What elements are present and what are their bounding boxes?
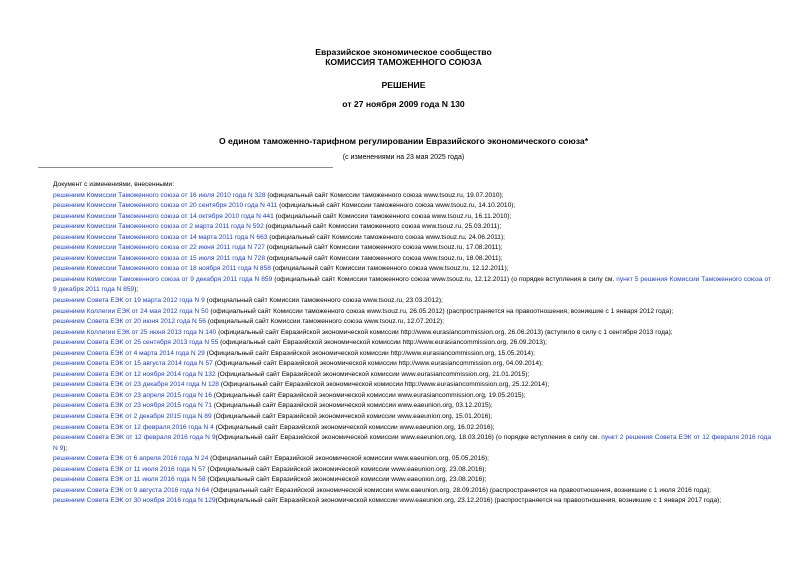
amendment-link[interactable]: решением Комиссии Таможенного союза от 16 июля 2010 года N 328 [53, 191, 266, 199]
amendment-details: (официальный сайт Комиссии таможенного союза www.tsouz.ru, 12.07.2012); [205, 318, 445, 326]
amendment-link[interactable]: решением Коллегии ЕЭК от 25 июня 2013 года N 140 [53, 328, 217, 336]
amendment-item [38, 307, 771, 318]
amendment-item [38, 296, 771, 307]
amendment-details: (официальный сайт Евразийской экономической комиссии http://www.eurasiancommission.org, 26.09.2013); [218, 339, 547, 347]
amendment-item [38, 465, 771, 476]
separator-line [38, 167, 333, 168]
amendment-details: (официальный сайт Комиссии таможенного союза www.tsouz.ru, 19.07.2010); [265, 191, 504, 199]
amendment-details: (Официальный сайт Евразийской экономической комиссии www.eaeunion.org, 23.08.2016); [205, 465, 487, 473]
amendment-item [38, 475, 771, 486]
amendment-item [38, 222, 771, 233]
amendment-details: (официальный сайт Евразийской экономической комиссии http://www.eurasiancommission.org, 26.06.2013) (вступило в силу с 1 сентября 2013 года); [216, 328, 673, 336]
amendment-link[interactable]: решением Комиссии Таможенного союза от 20 сентября 2010 года N 411 [53, 202, 278, 210]
amendment-item [38, 423, 771, 434]
amendment-link[interactable]: решением Совета ЕЭК от 11 июля 2016 года N 58 [53, 476, 206, 484]
edition-note: (с изменениями на 23 мая 2025 года) [342, 154, 465, 161]
amendment-link[interactable]: решением Совета ЕЭК от 2 декабря 2015 года N 89 [53, 413, 212, 421]
amendment-details: (Официальный сайт Евразийской экономической комиссии www.eaeunion.org, 16.02.2016); [213, 423, 495, 431]
amendment-item [38, 233, 771, 244]
amendment-link[interactable]: решением Совета ЕЭК от 23 декабря 2014 года N 128 [53, 381, 219, 389]
amendment-details: (Официальный сайт Евразийской экономической комиссии www.eurasiancommission.org, 19.05.2015); [211, 391, 526, 399]
amendment-effect-link[interactable]: пункт 5 решения Комиссии Таможенного союза от 9 декабря 2011 года N 859 [53, 275, 771, 294]
amendment-item [38, 201, 771, 212]
amendment-details: (Официальный сайт Евразийской экономической комиссии www.eaeunion.org, 23.08.2016); [205, 476, 487, 484]
amendment-item [38, 191, 771, 202]
amendment-item [38, 486, 771, 497]
amendment-item [38, 412, 771, 423]
amendment-item [38, 433, 771, 454]
amendment-item [38, 264, 771, 275]
amendment-details: (официальный сайт Комиссии таможенного союза www.tsouz.ru, 14.10.2010); [277, 202, 516, 210]
amendment-details: (официальный сайт Комиссии таможенного союза www.tsouz.ru, 26.05.2012) (распространяется на правоотношения, возникшие с 1 января 2012 года); [208, 307, 674, 315]
amendment-details: (официальный сайт Комиссии таможенного союза www.tsouz.ru, 25.03.2011); [263, 223, 502, 231]
amendment-item [38, 370, 771, 381]
decision-label: РЕШЕНИЕ [381, 80, 426, 90]
amendment-item [38, 391, 771, 402]
amendment-link[interactable]: решением Комиссии Таможенного союза от 15 июля 2011 года N 728 [53, 254, 265, 262]
amendment-details: (Официальный сайт Евразийской экономической комиссии http://www.eurasiancommission.org, 04.09.2014); [212, 360, 544, 368]
amendment-item [38, 328, 771, 339]
amendment-link[interactable]: решением Совета ЕЭК от 9 августа 2016 года N 64 [53, 486, 210, 494]
amendment-details: (официальный сайт Комиссии таможенного союза www.tsouz.ru, 18.08.2011); [265, 254, 503, 262]
amendment-link[interactable]: решением Совета ЕЭК от 20 июня 2012 года N 56 [53, 318, 206, 326]
amendment-link[interactable]: решением Комиссии Таможенного союза от 22 июня 2011 года N 727 [53, 244, 265, 252]
amendment-item [38, 338, 771, 349]
amendment-item [38, 401, 771, 412]
amendment-item [38, 317, 771, 328]
amendment-link[interactable]: решением Комиссии Таможенного союза от 14 октября 2010 года N 441 [53, 212, 274, 220]
amendment-link[interactable]: решением Совета ЕЭК от 30 ноября 2016 года N 129 [53, 497, 216, 505]
amendments-intro: Документ с изменениями, внесенными: [53, 181, 175, 188]
amendment-link[interactable]: решением Совета ЕЭК от 12 ноября 2014 года N 132 [53, 370, 216, 378]
amendment-details: (Официальный сайт Евразийской экономической комиссии www.eaeunion.org, 03.12.2015); [211, 402, 493, 410]
amendment-link[interactable]: решением Комиссии Таможенного союза от 18 ноября 2011 года N 858 [53, 265, 271, 273]
amendment-details: (Официальный сайт Евразийской экономической комиссии www.eaeunion.org, 28.09.2016) (распространяется на правоотношения, возникшие с 1 июля 2016 года); [209, 486, 711, 494]
amendment-link[interactable]: решением Совета ЕЭК от 4 марта 2014 года N 29 [53, 349, 205, 357]
amendment-link[interactable]: решением Комиссии Таможенного союза от 14 марта 2011 года N 663 [53, 233, 268, 241]
amendment-item [38, 275, 771, 296]
amendment-details: (официальный сайт Комиссии таможенного союза www.tsouz.ru, 12.12.2011); [270, 265, 509, 273]
amendment-details: (официальный сайт Комиссии таможенного союза www.tsouz.ru, 24.06.2011); [267, 233, 506, 241]
amendment-link[interactable]: решением Совета ЕЭК от 6 апреля 2016 года N 24 [53, 455, 209, 463]
amendment-details: (Официальный сайт Евразийской экономической комиссии www.eaeunion.org, 15.01.2016); [211, 413, 493, 421]
amendment-item [38, 212, 771, 223]
amendment-details: (Официальный сайт Евразийской экономической комиссии www.eaeunion.org, 05.05.2016); [208, 455, 489, 463]
amendment-effect-link[interactable]: пункт 2 решения Совета ЕЭК от 12 февраля 2016 года N 9 [53, 434, 771, 452]
amendment-item [38, 359, 771, 370]
amendment-item [38, 254, 771, 265]
amendment-details: (Официальный сайт Евразийской экономической комиссии www.eurasiancommission.org, 21.01.2015); [215, 370, 530, 378]
amendment-details: (официальный сайт Комиссии таможенного союза www.tsouz.ru, 12.12.2011) (о порядке вступления в силу см. [272, 275, 617, 283]
amendment-item [38, 349, 771, 360]
amendment-tail: ); [63, 444, 68, 452]
amendment-item [38, 454, 771, 465]
document-title: О едином таможенно-тарифном регулировании Евразийского экономического союза* [218, 136, 589, 146]
amendment-link[interactable]: решением Совета ЕЭК от 25 сентября 2013 года N 55 [53, 339, 219, 347]
decision-date: от 27 ноября 2009 года N 130 [342, 99, 465, 109]
amendment-link[interactable]: решением Совета ЕЭК от 12 февраля 2016 года N 4 [53, 423, 214, 431]
amendment-link[interactable]: решением Комиссии Таможенного союза от 9 декабря 2011 года N 859 [53, 275, 273, 283]
amendment-item [38, 496, 771, 507]
org-name: Евразийское экономическое сообщество [315, 47, 492, 57]
amendment-link[interactable]: решением Совета ЕЭК от 19 марта 2012 года N 9 [53, 297, 205, 305]
amendment-item [38, 380, 771, 391]
amendments-list [38, 191, 771, 507]
amendment-link[interactable]: решением Совета ЕЭК от 23 ноября 2015 года N 71 [53, 402, 212, 410]
amendment-link[interactable]: решением Совета ЕЭК от 15 августа 2014 года N 57 [53, 360, 213, 368]
amendment-details: (официальный сайт Комиссии таможенного союза www.tsouz.ru, 17.08.2011); [264, 244, 503, 252]
amendment-details: (Официальный сайт Евразийской экономической комиссии www.eaeunion.org, 23.12.2016) (распространяется на правоотношения, возникшие с 1 января 2017 года); [215, 497, 722, 505]
amendment-details: (официальный сайт Комиссии таможенного союза www.tsouz.ru, 16.11.2010); [273, 212, 512, 220]
amendment-link[interactable]: решением Совета ЕЭК от 11 июля 2016 года N 57 [53, 465, 206, 473]
amendment-details: (официальный сайт Комиссии таможенного союза www.tsouz.ru, 23.03.2012); [204, 297, 443, 305]
amendment-details: (Официальный сайт Евразийской экономической комиссии http://www.eurasiancommission.org, 25.12.2014); [218, 381, 550, 389]
amendment-link[interactable]: решением Совета ЕЭК от 12 февраля 2016 года N 9 [53, 434, 216, 442]
amendment-link[interactable]: решением Комиссии Таможенного союза от 2 марта 2011 года N 592 [53, 223, 264, 231]
amendment-item [38, 243, 771, 254]
amendment-details: (Официальный сайт Евразийской экономической комиссии http://www.eurasiancommission.org, 15.05.2014); [204, 349, 535, 357]
amendments-block [38, 180, 771, 507]
amendment-link[interactable]: решением Коллегии ЕЭК от 24 мая 2012 года N 50 [53, 307, 209, 315]
amendment-details: (Официальный сайт Евразийской экономической комиссии www.eaeunion.org, 18.03.2016) (о порядке вступления в силу см. [215, 434, 602, 442]
amendment-tail: ); [134, 286, 139, 294]
commission-name: КОМИССИЯ ТАМОЖЕННОГО СОЮЗА [325, 57, 482, 67]
amendment-link[interactable]: решением Совета ЕЭК от 23 апреля 2015 года N 16 [53, 391, 212, 399]
